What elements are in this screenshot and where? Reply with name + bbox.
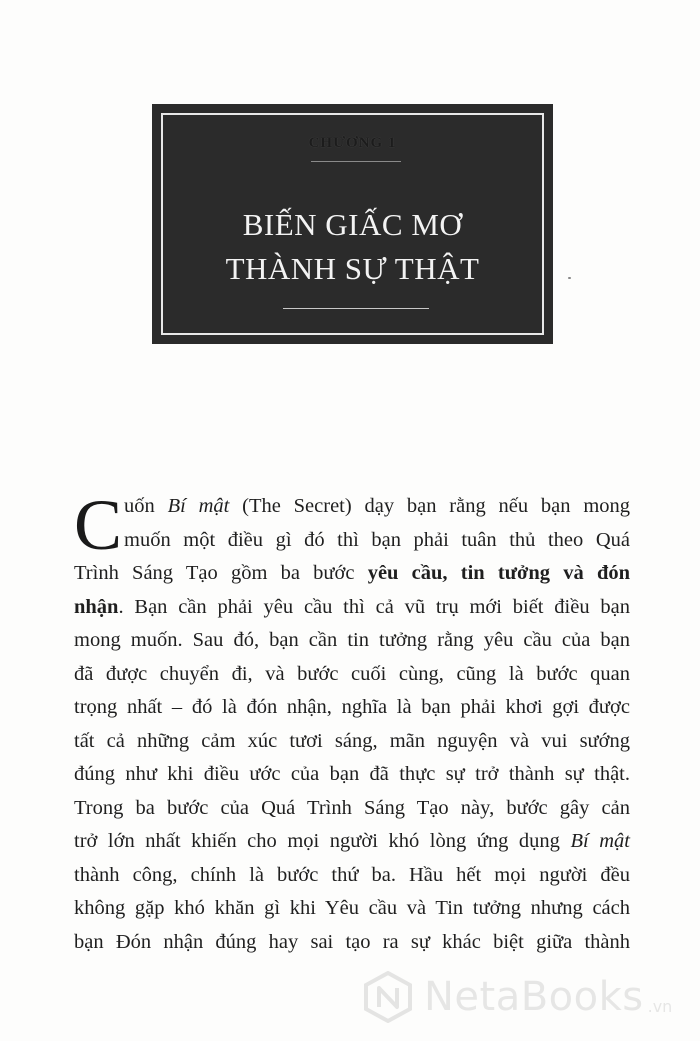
watermark-brand: NetaBooks <box>424 974 644 1020</box>
book-title-italic-2: Bí mật <box>570 830 631 852</box>
drop-cap: C <box>74 485 123 565</box>
text-line-1-part-a: uốn <box>124 495 168 517</box>
text-line-6: đã được chuyển đi, và bước cuối cùng, cũng là bước quan <box>74 662 630 685</box>
text-line-8: tất cả những cảm xúc tươi sáng, mãn nguyện và vui sướng <box>74 729 630 752</box>
chapter-title-line-2: THÀNH SỰ THẬT <box>225 251 480 286</box>
chapter-title-rule <box>283 308 429 309</box>
netabooks-logo-icon <box>362 971 414 1023</box>
chapter-header-box <box>152 104 553 344</box>
chapter-header-frame <box>161 113 544 335</box>
text-line-10: Trong ba bước của Quá Trình Sáng Tạo này, bước gây cản <box>74 796 630 819</box>
text-line-13: không gặp khó khăn gì khi Yêu cầu và Tin tưởng nhưng cách <box>74 897 630 919</box>
text-line-2: muốn một điều gì đó thì bạn phải tuân thủ theo Quá <box>124 528 630 551</box>
text-line-7: trọng nhất – đó là đón nhận, nghĩa là bạn phải khơi gợi được <box>74 696 630 718</box>
text-line-14: bạn Đón nhận đúng hay sai tạo ra sự khác biệt giữa thành <box>74 930 630 953</box>
chapter-title-line-1: BIẾN GIẤC MƠ <box>242 207 463 242</box>
watermark <box>362 968 692 1026</box>
text-line-12: thành công, chính là bước thứ ba. Hầu hết mọi người đều <box>74 863 630 886</box>
chapter-label: CHƯƠNG 1 <box>308 135 397 151</box>
chapter-label-rule <box>311 161 401 162</box>
chapter-title <box>163 203 542 291</box>
text-line-5: mong muốn. Sau đó, bạn cần tin tưởng rằng yêu cầu của bạn <box>74 629 630 651</box>
text-line-11 <box>74 825 630 859</box>
text-line-4 <box>74 591 630 625</box>
text-line-11-part-a: trở lớn nhất khiến cho mọi người khó lòng ứng dụng <box>74 830 571 852</box>
watermark-suffix: .vn <box>647 996 673 1016</box>
text-line-1-part-c: (The Secret) dạy bạn rằng nếu bạn mong <box>229 495 631 517</box>
text-line-4-part-b: . Bạn cần phải yêu cầu thì cả vũ trụ mới biết điều bạn <box>118 595 630 618</box>
print-speck <box>568 277 571 279</box>
text-line-1 <box>74 490 630 524</box>
text-line-4-bold: nhận <box>74 595 119 618</box>
text-line-3-part-a: Trình Sáng Tạo gồm ba bước <box>74 562 368 584</box>
book-title-italic: Bí mật <box>167 495 230 517</box>
text-line-3-bold: yêu cầu, tin tưởng và đón <box>367 562 630 584</box>
text-line-9: đúng như khi điều ước của bạn đã thực sự trở thành sự thật. <box>74 763 630 785</box>
text-line-3 <box>74 557 630 591</box>
body-text <box>74 485 631 959</box>
